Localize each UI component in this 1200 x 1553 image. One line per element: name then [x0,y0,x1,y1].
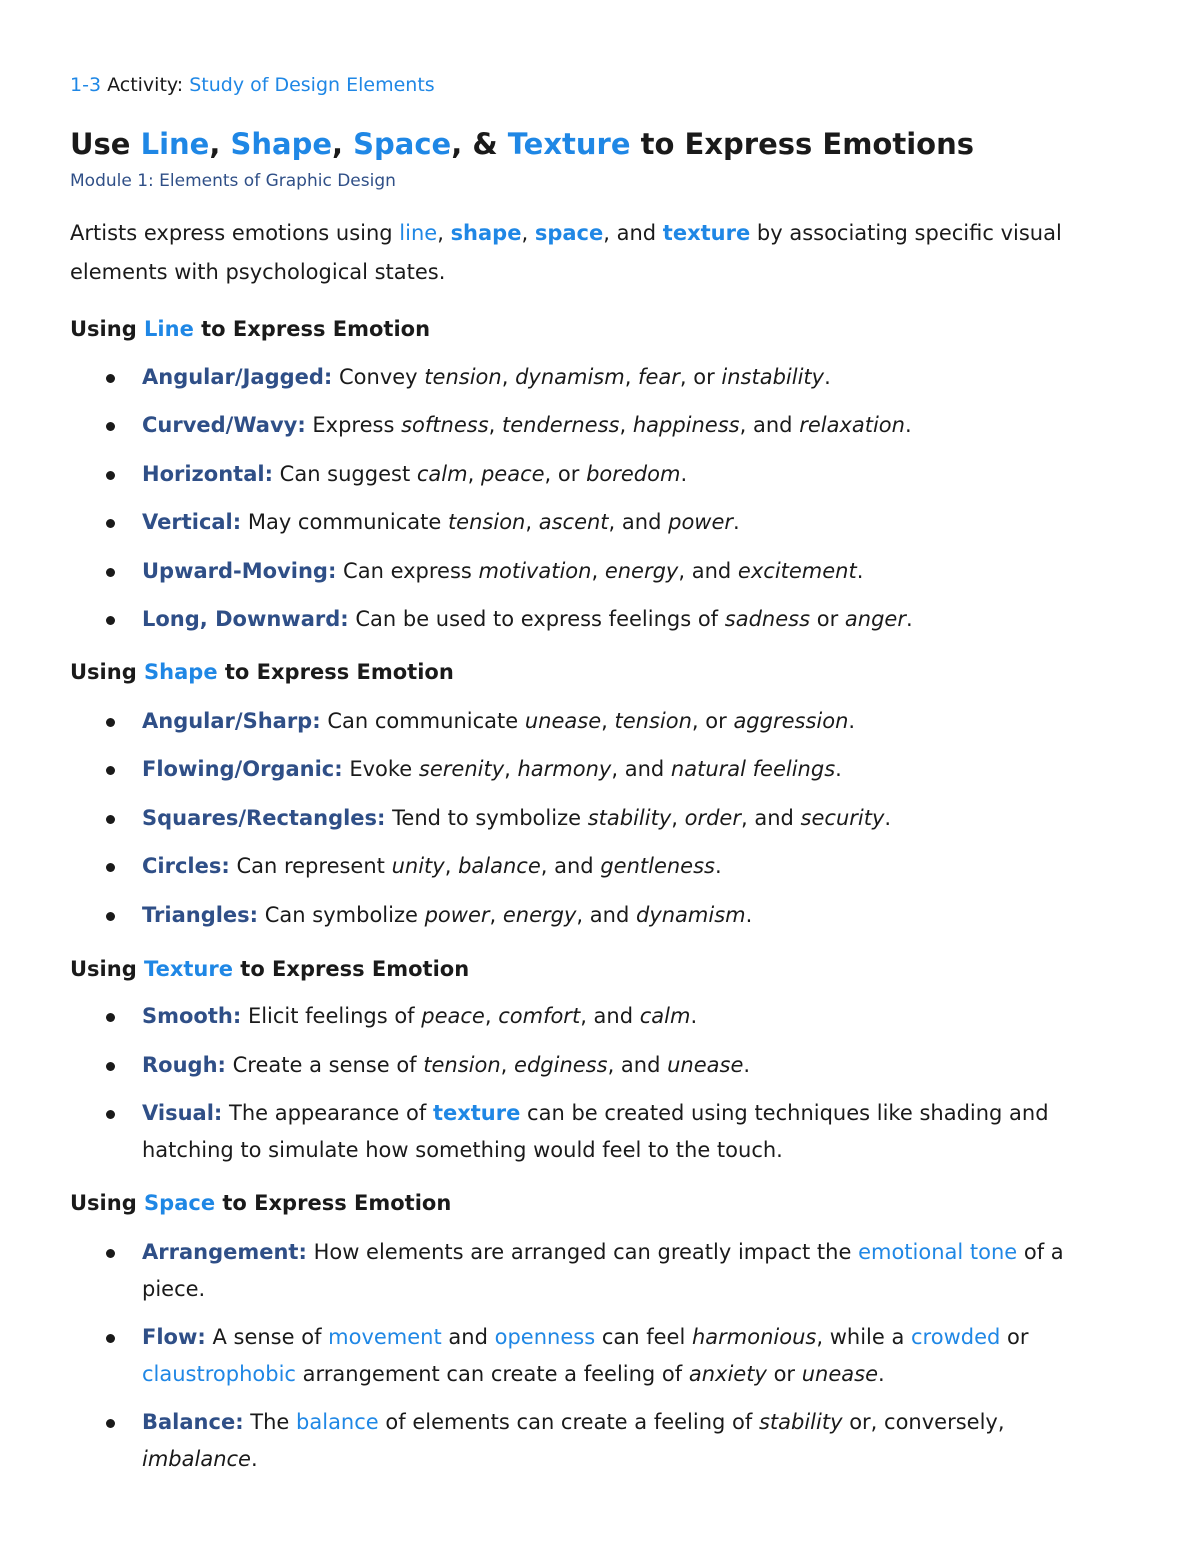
activity-label: Activity: [107,74,184,96]
list-item: Upward-Moving: Can express motivation, energy, and excitement. [106,553,1106,590]
title-texture-word: Texture [507,127,631,161]
list-item: Triangles: Can symbolize power, energy, and dynamism. [106,897,1106,934]
list-item: Flow: A sense of movement and openness can feel harmonious, while a crowded or claustrophobic arrangement can create a feeling of anxiety or unease. [106,1319,1106,1393]
bullet-icon [106,863,115,872]
list-item: Vertical: May communicate tension, ascent, and power. [106,504,1106,541]
activity-code: 1-3 [70,74,102,96]
bullet-icon [106,912,115,921]
bullet-icon [106,718,115,727]
list-item: Curved/Wavy: Express softness, tenderness, happiness, and relaxation. [106,407,1106,444]
bullet-icon [106,815,115,824]
bullet-icon [106,1419,115,1428]
list-item: Circles: Can represent unity, balance, and gentleness. [106,848,1106,885]
bullet-icon [106,1334,115,1343]
heading-line: Using Line to Express Emotion [70,317,431,341]
bullet-icon [106,374,115,383]
bullet-icon [106,471,115,480]
list-item: Horizontal: Can suggest calm, peace, or boredom. [106,456,1106,493]
heading-shape: Using Shape to Express Emotion [70,660,454,684]
intro-paragraph: Artists express emotions using line, shape, space, and texture by associating specific visual elements with psychological states. [70,221,1062,284]
list-item: Long, Downward: Can be used to express feelings of sadness or anger. [106,601,1106,638]
bullet-icon [106,766,115,775]
module-subtitle: Module 1: Elements of Graphic Design [70,171,396,191]
list-item: Balance: The balance of elements can create a feeling of stability or, conversely, imbalance. [106,1404,1106,1478]
list-item: Angular/Jagged: Convey tension, dynamism, fear, or instability. [106,359,1106,396]
heading-texture: Using Texture to Express Emotion [70,957,470,981]
bullet-icon [106,1062,115,1071]
activity-name: Study of Design Elements [189,74,435,96]
list-item: Angular/Sharp: Can communicate unease, tension, or aggression. [106,703,1106,740]
list-item: Smooth: Elicit feelings of peace, comfort, and calm. [106,998,1106,1035]
activity-header [70,72,435,98]
bullet-icon [106,568,115,577]
heading-space: Using Space to Express Emotion [70,1191,452,1215]
bullet-icon [106,616,115,625]
bullet-icon [106,1013,115,1022]
list-item: Visual: The appearance of texture can be created using techniques like shading and hatching to simulate how something would feel to the touch. [106,1095,1106,1169]
title-line-word: Line [140,127,210,161]
bullet-icon [106,1110,115,1119]
bullet-icon [106,1249,115,1258]
list-item: Arrangement: How elements are arranged can greatly impact the emotional tone of a piece. [106,1234,1106,1308]
title-space-word: Space [353,127,452,161]
page-title: Use Line, Shape, Space, & Texture to Express Emotions [70,127,974,161]
list-item: Flowing/Organic: Evoke serenity, harmony, and natural feelings. [106,751,1106,788]
bullet-icon [106,422,115,431]
title-shape-word: Shape [230,127,332,161]
bullet-icon [106,519,115,528]
list-item: Squares/Rectangles: Tend to symbolize stability, order, and security. [106,800,1106,837]
list-item: Rough: Create a sense of tension, edginess, and unease. [106,1047,1106,1084]
